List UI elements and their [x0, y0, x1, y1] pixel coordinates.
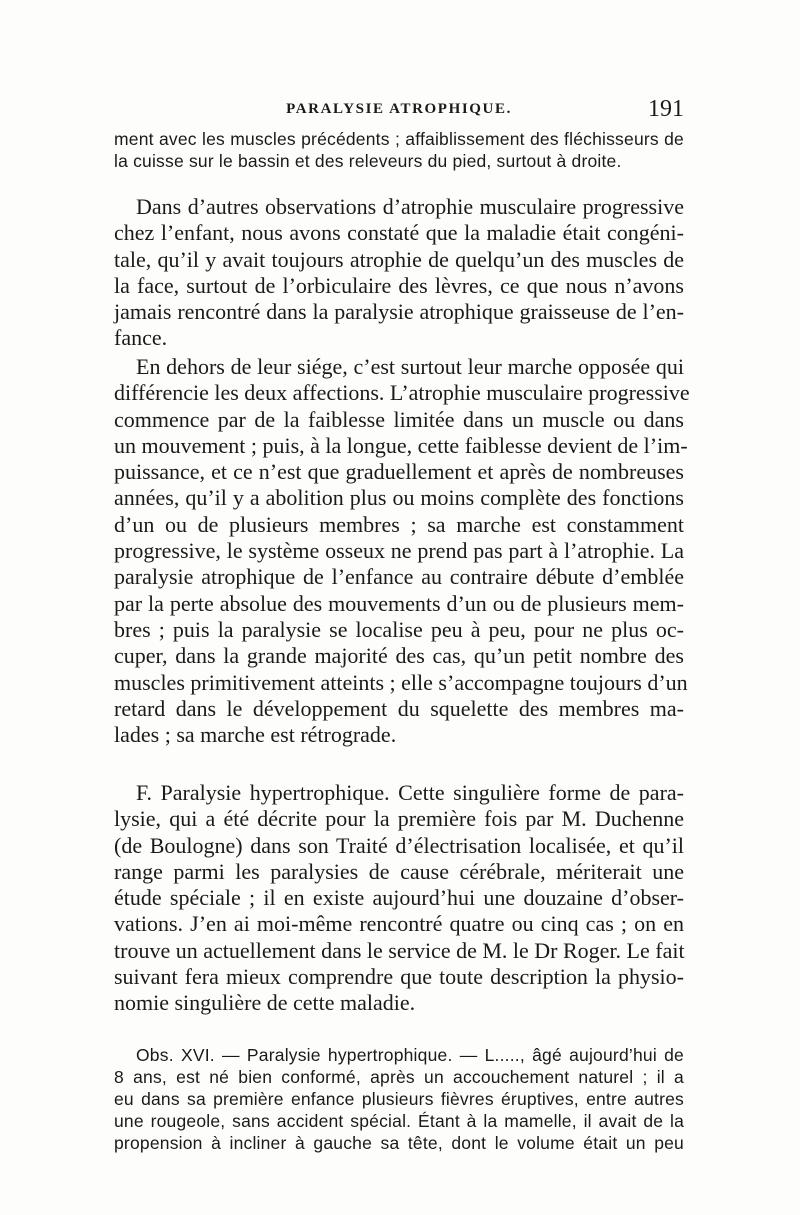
text-line: vations. J’en ai moi-même rencontré quatre ou cinq cas ; on en: [114, 911, 684, 937]
text-line: lades ; sa marche est rétrograde.: [114, 722, 397, 748]
paragraph-continuation: [114, 128, 684, 172]
text-line: commence par de la faiblesse limitée dans un muscle ou dans: [114, 406, 684, 432]
text-line: propension à incliner à gauche sa tête, dont le volume était un peu: [114, 1133, 684, 1153]
text-line: années, qu’il y a abolition plus ou moins complète des fonctions: [114, 485, 684, 511]
text-line: 8 ans, est né bien conformé, après un accouchement naturel ; il a: [114, 1067, 684, 1087]
paragraph-congenital: [114, 194, 684, 352]
text-line: par la perte absolue des mouvements d’un ou de plusieurs mem-: [114, 590, 684, 616]
text-line: En dehors de leur siége, c’est surtout leur marche opposée qui: [136, 354, 684, 379]
text-line: (de Boulogne) dans son Traité d’électrisation localisée, et qu’il: [114, 832, 684, 858]
text-line: range parmi les paralysies de cause cérébrale, mériterait une: [114, 858, 684, 884]
text-line: chez l’enfant, nous avons constaté que la maladie était congéni-: [114, 220, 684, 246]
text-line: paralysie atrophique de l’enfance au contraire débute d’emblée: [114, 564, 684, 590]
text-line: suivant fera mieux comprendre que toute description la physio-: [114, 964, 684, 990]
text-line: tale, qu’il y avait toujours atrophie de quelqu’un des muscles de: [114, 246, 684, 272]
text-line: un mouvement ; puis, à la longue, cette faiblesse devient de l’im-: [114, 432, 688, 458]
text-line: retard dans le développement du squelette des membres ma-: [114, 695, 684, 721]
text-line: étude spéciale ; il en existe aujourd’hui une douzaine d’obser-: [114, 885, 684, 911]
running-header: [114, 96, 684, 122]
text-line: ment avec les muscles précédents ; affaiblissement des fléchisseurs de: [114, 129, 684, 149]
text-line: F. Paralysie hypertrophique. Cette singulière forme de para-: [136, 780, 684, 805]
text-line: fance.: [114, 325, 168, 351]
text-line: progressive, le système osseux ne prend pas part à l’atrophie. La: [114, 538, 684, 564]
text-line: puissance, et ce n’est que graduellement et après de nombreuses: [114, 459, 684, 485]
text-line: trouve un actuellement dans le service de M. le Dr Roger. Le fait: [114, 937, 685, 963]
text-line: d’un ou de plusieurs membres ; sa marche est constamment: [114, 511, 684, 537]
text-line: jamais rencontré dans la paralysie atrophique graisseuse de l’en-: [114, 299, 684, 325]
text-line: cuper, dans la grande majorité des cas, qu’un petit nombre des: [114, 643, 684, 669]
text-line: lysie, qui a été décrite pour la première fois par M. Duchenne: [114, 806, 684, 832]
paragraph-hypertrophic: [114, 780, 684, 1017]
paragraph-course: [114, 354, 690, 748]
text-line: nomie singulière de cette maladie.: [114, 990, 416, 1016]
text-line: Obs. XVI. — Paralysie hypertrophique. — L....., âgé aujourd’hui de: [136, 1045, 684, 1065]
text-line: différencie les deux affections. L’atrophie musculaire progressive: [114, 380, 690, 406]
page-number: 191: [648, 96, 684, 122]
text-line: la cuisse sur le bassin et des releveurs du pied, surtout à droite.: [114, 151, 622, 171]
text-line: une rougeole, sans accident spécial. Étant à la mamelle, il avait de la: [114, 1111, 684, 1131]
text-line: Dans d’autres observations d’atrophie musculaire progressive: [136, 194, 684, 219]
text-line: muscles primitivement atteints ; elle s’accompagne toujours d’un: [114, 669, 688, 695]
text-line: la face, surtout de l’orbiculaire des lèvres, ce que nous n’avons: [114, 272, 684, 298]
text-line: eu dans sa première enfance plusieurs fièvres éruptives, entre autres: [114, 1089, 684, 1109]
paragraph-observation: [114, 1044, 684, 1154]
running-title: PARALYSIE ATROPHIQUE.: [286, 101, 512, 117]
text-line: bres ; puis la paralysie se localise peu à peu, pour ne plus oc-: [114, 616, 684, 642]
